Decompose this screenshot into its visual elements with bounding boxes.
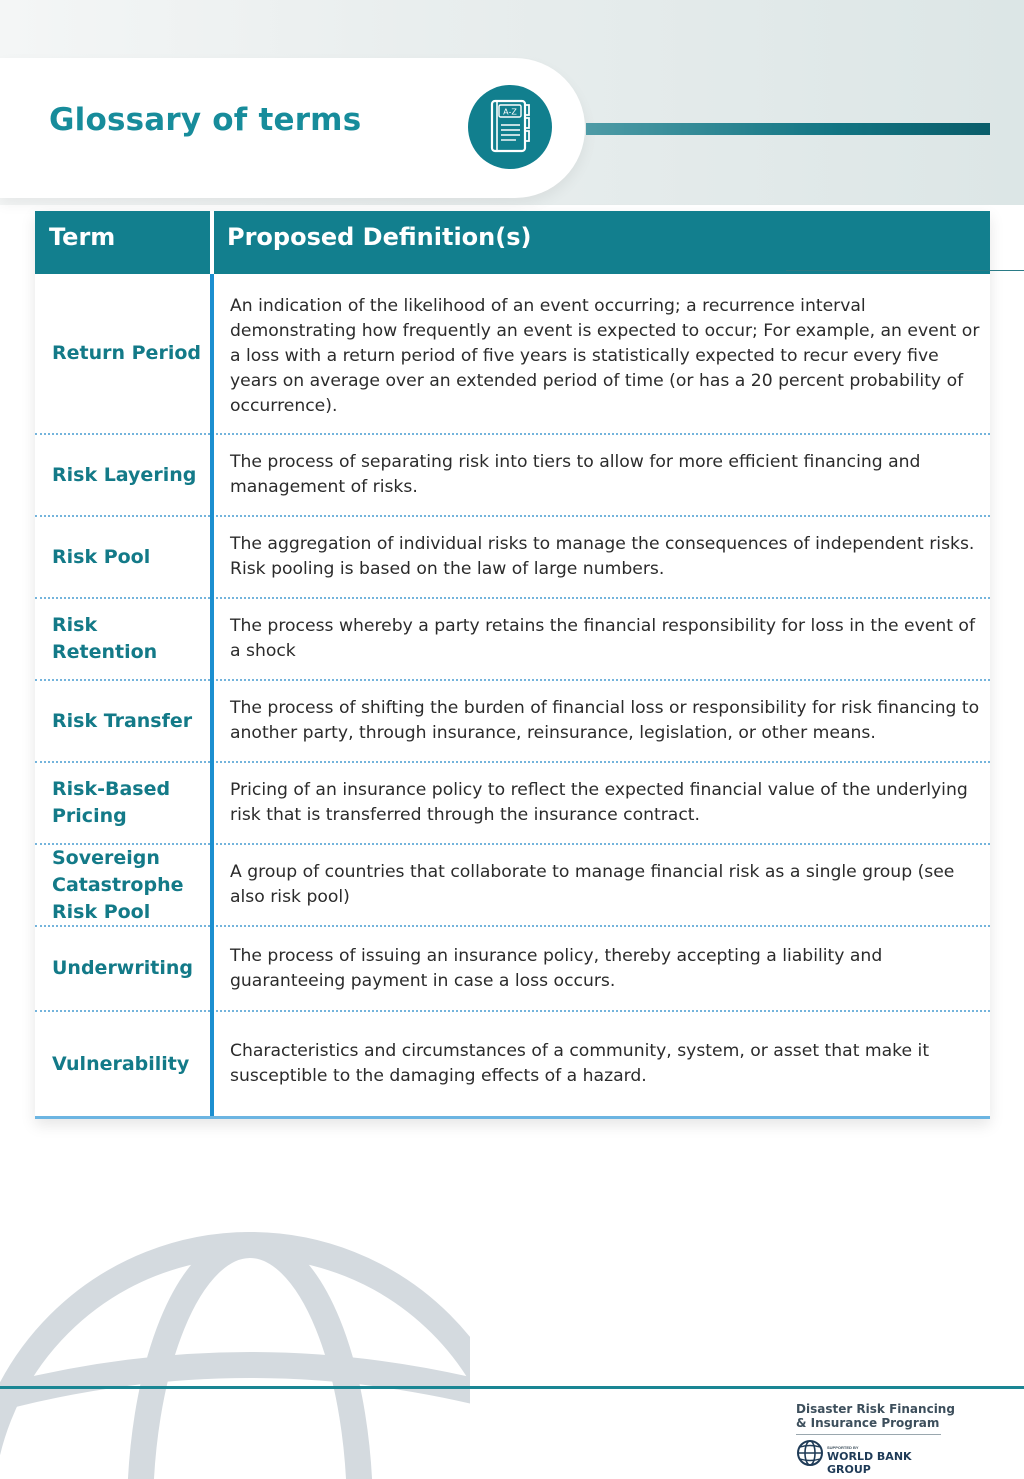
- definition-cell: The process of issuing an insurance policy, thereby accepting a liability and guaranteeing payment in case a loss occurs.: [230, 945, 883, 991]
- definition-cell: Pricing of an insurance policy to reflect the expected financial value of the underlying risk that is transferred through the insurance contract.: [230, 780, 968, 825]
- table-row: [35, 435, 990, 517]
- term-cell: Risk-Based Pricing: [52, 778, 171, 827]
- glossary-badge: [468, 85, 552, 169]
- definition-cell: The process whereby a party retains the financial responsibility for loss in the event of a shock: [230, 616, 976, 661]
- table-row: [35, 681, 990, 763]
- table-bottom-rule: [35, 1116, 990, 1119]
- table-header: [35, 211, 990, 274]
- definition-cell: An indication of the likelihood of an event occurring; a recurrence interval demonstrating how frequently an event is expected to occur; For example, an event or a loss with a return period of five years is statistically expected to recur every five years on average over an extended period of time (or has a 20 percent probability of occurrence).: [230, 296, 980, 416]
- world-bank-group-name: WORLD BANK GROUP: [827, 1450, 912, 1476]
- header-rule: [586, 123, 990, 135]
- definition-cell: The process of shifting the burden of financial loss or responsibility for risk financing to another party, through insurance, reinsurance, legislation, or other means.: [230, 698, 980, 743]
- table-row: [35, 763, 990, 845]
- world-bank-globe-icon: [796, 1439, 824, 1467]
- footer-logo: [796, 1402, 956, 1476]
- footer-rule: [0, 1386, 1024, 1389]
- globe-watermark-icon: [0, 1215, 470, 1479]
- header-divider: [210, 211, 214, 274]
- table-row: [35, 274, 990, 435]
- table-row: [35, 845, 990, 927]
- table-row: [35, 1012, 990, 1116]
- term-cell: Return Period: [52, 342, 201, 364]
- term-cell: Risk Pool: [52, 545, 151, 568]
- definition-cell: The aggregation of individual risks to manage the consequences of independent risks. Risk pooling is based on the law of large numbers.: [230, 534, 975, 579]
- logo-divider: [796, 1434, 941, 1435]
- table-row: [35, 517, 990, 599]
- column-header-definition: Proposed Definition(s): [227, 223, 532, 251]
- svg-text:A-Z: A-Z: [503, 107, 517, 117]
- header-underline: [786, 270, 1024, 271]
- page-title: Glossary of terms: [49, 102, 362, 138]
- term-cell: Sovereign Catastrophe Risk Pool: [52, 846, 184, 923]
- term-cell: Vulnerability: [52, 1052, 190, 1075]
- definition-cell: A group of countries that collaborate to manage financial risk as a single group (see also risk pool): [230, 862, 955, 907]
- table-row: [35, 599, 990, 681]
- a-z-book-icon: [468, 85, 552, 169]
- column-header-term: Term: [49, 223, 116, 251]
- term-cell: Risk Layering: [52, 463, 197, 486]
- definition-cell: The process of separating risk into tiers to allow for more efficient financing and management of risks.: [230, 452, 921, 497]
- glossary-table: [35, 211, 990, 1119]
- definition-cell: Characteristics and circumstances of a community, system, or asset that make it susceptible to the damaging effects of a hazard.: [230, 1041, 930, 1086]
- term-cell: Risk Transfer: [52, 709, 193, 732]
- table-row: [35, 927, 990, 1012]
- program-name: Disaster Risk Financing & Insurance Program: [796, 1402, 955, 1430]
- term-cell: Risk Retention: [52, 614, 158, 663]
- column-divider: [210, 274, 214, 1119]
- term-cell: Underwriting: [52, 957, 193, 979]
- supported-by-label: SUPPORTED BY: [827, 1445, 859, 1450]
